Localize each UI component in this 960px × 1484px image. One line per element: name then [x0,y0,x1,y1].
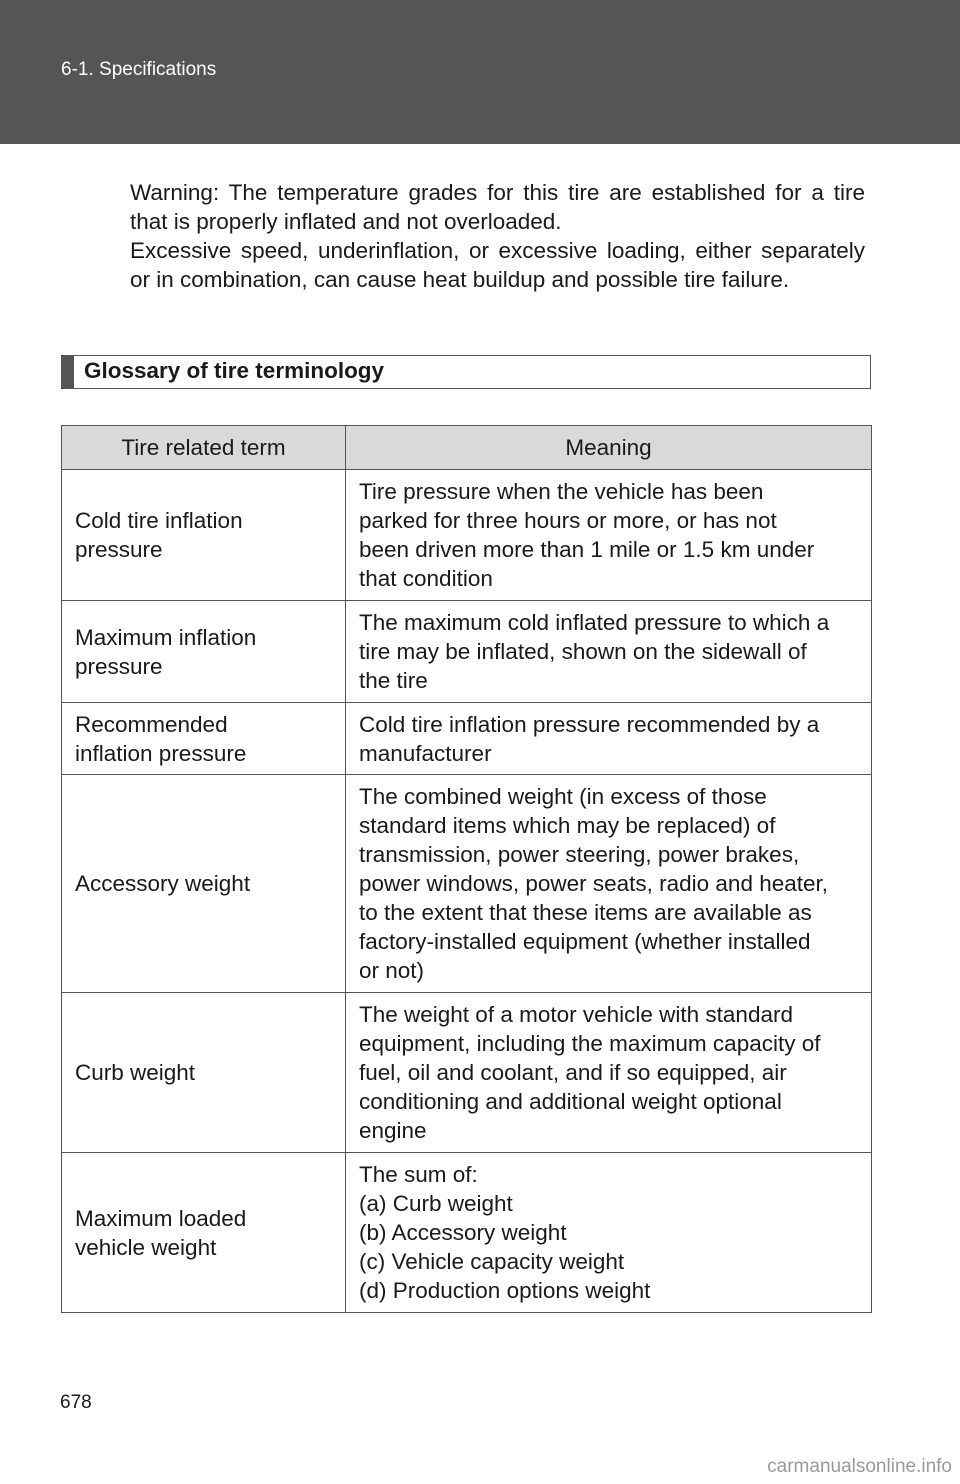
column-header-term: Tire related term [62,426,346,470]
term-text: Maximum loaded vehicle weight [75,1205,247,1260]
meaning-text: The sum of: (a) Curb weight (b) Accessory weight (c) Vehicle capacity weight (d) Production options weight [359,1162,651,1303]
term-cell [62,703,346,775]
meaning-text: Tire pressure when the vehicle has been parked for three hours or more, or has not been driven more than 1 mile or 1.5 km under that condition [359,479,815,591]
meaning-text: The combined weight (in excess of those standard items which may be replaced) of transmission, power steering, power brakes, power windows, power seats, radio and heater, to the extent that these items are available as factory-installed equipment (whether installed or not) [359,784,829,983]
table-row [62,993,872,1153]
meaning-text: The weight of a motor vehicle with standard equipment, including the maximum capacity of fuel, oil and coolant, and if so equipped, air conditioning and additional weight optional engine [359,1002,821,1143]
term-cell [62,993,346,1153]
meaning-cell [346,1153,872,1313]
section-label: 6-1. Specifications [61,59,217,80]
column-header-meaning: Meaning [346,426,872,470]
term-text: Accessory weight [75,871,251,896]
table-row [62,1153,872,1313]
term-text: Cold tire inflation pressure [75,508,243,562]
term-text: Recommended inflation pressure [75,711,247,766]
term-text: Curb weight [75,1060,196,1085]
meaning-cell [346,601,872,703]
meaning-cell [346,470,872,601]
table-header-row [62,426,872,470]
meaning-text: Cold tire inflation pressure recommended by a manufacturer [359,711,820,766]
table-row [62,601,872,703]
heading-accent-bar [62,356,74,388]
warning-paragraph-1: Warning: The temperature grades for this tire are established for a tire that is properly inflated and not overloaded. [130,180,865,234]
page-number: 678 [60,1392,92,1413]
watermark: carmanualsonline.info [767,1456,952,1477]
table-row [62,703,872,775]
meaning-cell [346,993,872,1153]
term-cell [62,470,346,601]
glossary-heading [61,355,871,389]
header-band [0,0,960,144]
warning-text [130,178,865,294]
warning-paragraph-2: Excessive speed, underinflation, or excessive loading, either separately or in combination, can cause heat buildup and possible tire failure. [130,238,865,292]
meaning-cell [346,703,872,775]
term-cell [62,775,346,993]
term-cell [62,1153,346,1313]
meaning-text: The maximum cold inflated pressure to which a tire may be inflated, shown on the sidewall of the tire [359,610,830,693]
glossary-table [61,425,872,1313]
table-row [62,775,872,993]
term-cell [62,601,346,703]
meaning-cell [346,775,872,993]
glossary-title: Glossary of tire terminology [84,358,385,383]
term-text: Maximum inflation pressure [75,624,257,679]
table-row [62,470,872,601]
